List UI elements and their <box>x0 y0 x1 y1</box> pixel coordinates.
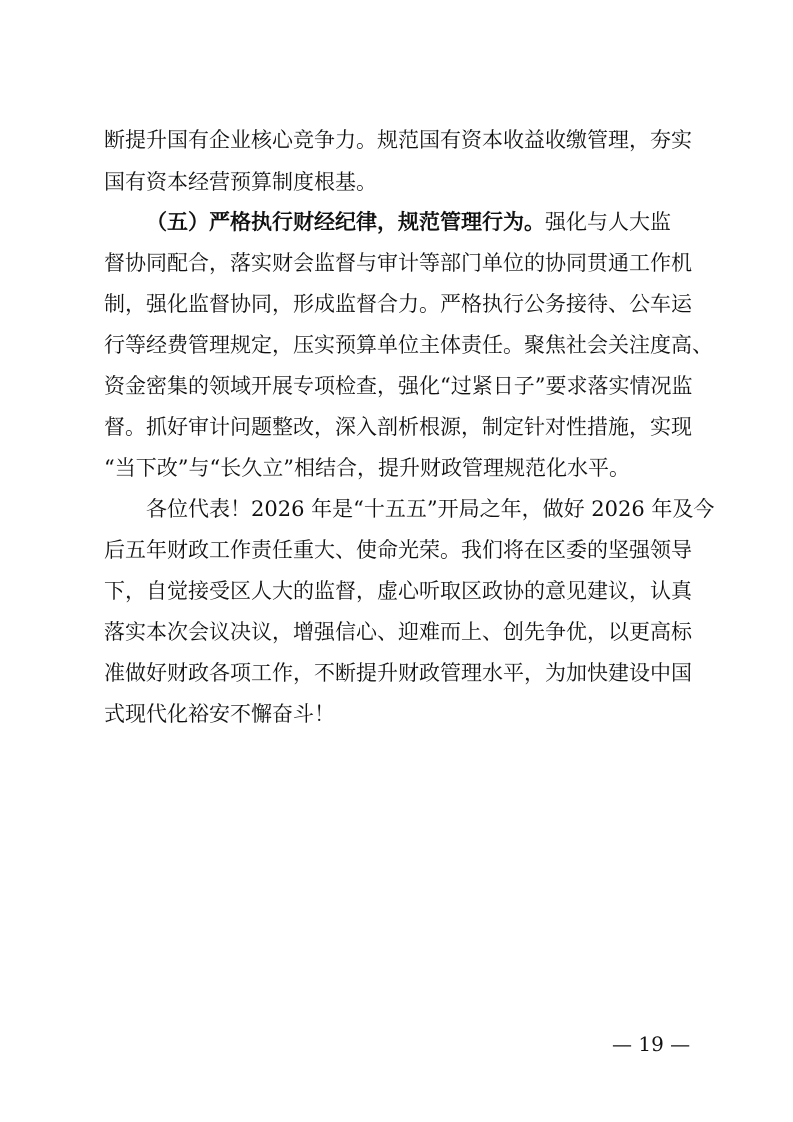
paragraph-1-line-2: 国有资本经营预算制度根基。 <box>104 170 377 194</box>
paragraph-2-line-1-rest: 强化与人大监 <box>545 210 671 234</box>
paragraph-3-line-2: 后五年财政工作责任重大、使命光荣。我们将在区委的坚强领导 <box>104 538 692 562</box>
paragraph-2-line-4: 行等经费管理规定，压实预算单位主体责任。聚焦社会关注度高、 <box>104 333 713 357</box>
paragraph-2-line-7: “当下改”与“长久立”相结合，提升财政管理规范化水平。 <box>104 456 630 480</box>
paragraph-2-line-6: 督。抓好审计问题整改，深入剖析根源，制定针对性措施，实现 <box>104 415 692 439</box>
section-heading: （五）严格执行财经纪律，规范管理行为。 <box>146 210 545 234</box>
page-number: — 19 — <box>612 1032 691 1056</box>
paragraph-3-line-1: 各位代表！2026 年是“十五五”开局之年，做好 2026 年及今 <box>146 497 715 521</box>
paragraph-1-line-1: 断提升国有企业核心竞争力。规范国有资本收益收缴管理，夯实 <box>104 128 692 152</box>
paragraph-3-line-3: 下，自觉接受区人大的监督，虚心听取区政协的意见建议，认真 <box>104 579 692 603</box>
paragraph-2-line-3: 制，强化监督协同，形成监督合力。严格执行公务接待、公车运 <box>104 292 692 316</box>
paragraph-3-line-6: 式现代化裕安不懈奋斗！ <box>104 702 335 726</box>
paragraph-3-line-4: 落实本次会议决议，增强信心、迎难而上、创先争优，以更高标 <box>104 620 692 644</box>
paragraph-2-line-2: 督协同配合，落实财会监督与审计等部门单位的协同贯通工作机 <box>104 251 692 275</box>
paragraph-2-line-5: 资金密集的领域开展专项检查，强化“过紧日子”要求落实情况监 <box>104 374 693 398</box>
paragraph-3-line-5: 准做好财政各项工作，不断提升财政管理水平，为加快建设中国 <box>104 661 692 685</box>
paragraph-2-line-1 <box>146 208 671 236</box>
